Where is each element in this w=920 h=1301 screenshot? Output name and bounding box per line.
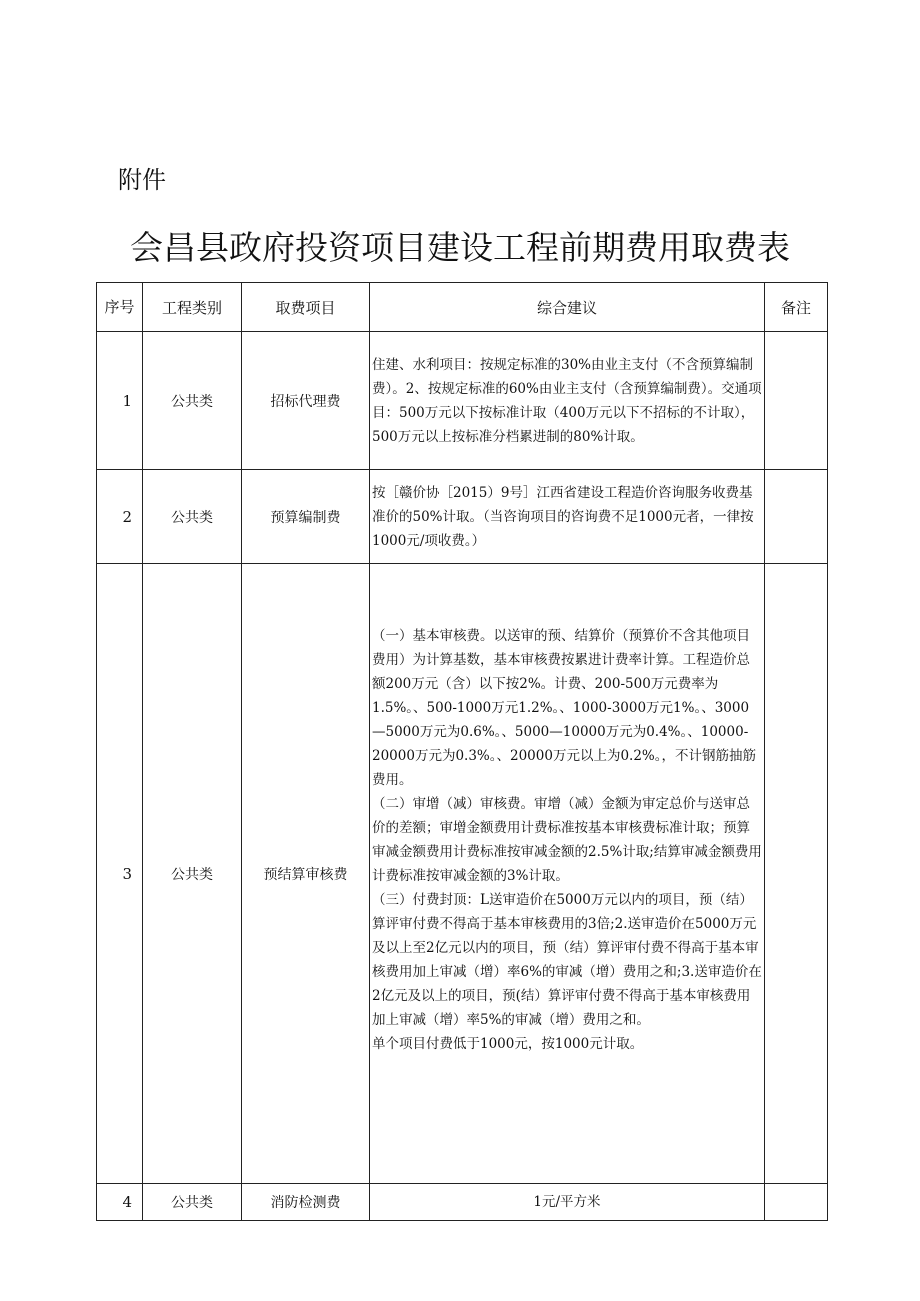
fee-table xyxy=(96,282,828,1221)
advice-paragraph: （三）付费封顶：L送审造价在5000万元以内的项目，预（结）算评审付费不得高于基本审核费用的3倍;2.送审造价在5000万元及以上至2亿元以内的项目，预（结）算评审付费不得高于基本审核费用加上审减（增）率6%的审减（增）费用之和;3.送审造价在2亿元及以上的项目，预(结）算评审付费不得高于基本审核费用加上审减（增）率5%的审减（增）费用之和。 xyxy=(372,892,762,1028)
advice-paragraph: （一）基本审核费。以送审的预、结算价（预算价不含其他项目费用）为计算基数，基本审核费按累进计费率计算。工程造价总额200万元（含）以下按2%。计费、200-500万元费率为1.5%。、500-1000万元1.2%。、1000-3000万元1%。、3000—5000万元为0.6%。、5000—10000万元为0.4%。、10000-20000万元为0.3%。、20000万元以上为0.2%。，不计钢筋抽筋费用。 xyxy=(372,628,756,788)
row-category: 公共类 xyxy=(143,1184,242,1221)
row-seq: 3 xyxy=(97,564,143,1184)
row-fee-item: 招标代理费 xyxy=(242,332,370,470)
row-remarks xyxy=(765,564,828,1184)
table-row xyxy=(97,332,828,470)
row-remarks xyxy=(765,332,828,470)
row-advice xyxy=(370,470,765,564)
header-category: 工程类别 xyxy=(143,283,242,332)
row-category: 公共类 xyxy=(143,332,242,470)
row-advice xyxy=(370,332,765,470)
row-advice xyxy=(370,564,765,1184)
row-fee-item: 预结算审核费 xyxy=(242,564,370,1184)
row-fee-item: 预算编制费 xyxy=(242,470,370,564)
attachment-label: 附件 xyxy=(118,166,166,194)
header-advice: 综合建议 xyxy=(370,283,765,332)
advice-paragraph: 单个项目付费低于1000元，按1000元计取。 xyxy=(372,1036,644,1052)
table-row xyxy=(97,470,828,564)
advice-paragraph: 住建、水利项目：按规定标准的30%由业主支付（不含预算编制费）。2、按规定标准的60%由业主支付（含预算编制费）。交通项目：500万元以下按标准计取（400万元以下不招标的不计取），500万元以上按标准分档累进制的80%计取。 xyxy=(372,356,762,445)
row-seq: 4 xyxy=(97,1184,143,1221)
table-header-row xyxy=(97,283,828,332)
row-seq: 1 xyxy=(97,332,143,470)
header-seq-label: 序号 xyxy=(104,297,135,316)
table-row xyxy=(97,1184,828,1221)
row-remarks xyxy=(765,470,828,564)
header-item: 取费项目 xyxy=(242,283,370,332)
row-fee-item: 消防检测费 xyxy=(242,1184,370,1221)
row-advice xyxy=(370,1184,765,1221)
advice-paragraph: （二）审增（减）审核费。审增（减）金额为审定总价与送审总价的差额；审增金额费用计费标准按基本审核费标准计取；预算审减金额费用计费标准按审减金额的2.5%计取;结算审减金额费用计费标准按审减金额的3%计取。 xyxy=(372,796,762,884)
header-seq xyxy=(97,283,143,332)
document-title: 会昌县政府投资项目建设工程前期费用取费表 xyxy=(130,228,790,267)
row-category: 公共类 xyxy=(143,564,242,1184)
row-category: 公共类 xyxy=(143,470,242,564)
header-remarks: 备注 xyxy=(765,283,828,332)
advice-paragraph: 按［赣价协［2015）9号］江西省建设工程造价咨询服务收费基准价的50%计取。（当咨询项目的咨询费不足1000元者，一律按1000元/项收费。） xyxy=(372,484,754,549)
table-row xyxy=(97,564,828,1184)
row-seq: 2 xyxy=(97,470,143,564)
row-remarks xyxy=(765,1184,828,1221)
advice-paragraph: 1元/平方米 xyxy=(533,1194,601,1210)
